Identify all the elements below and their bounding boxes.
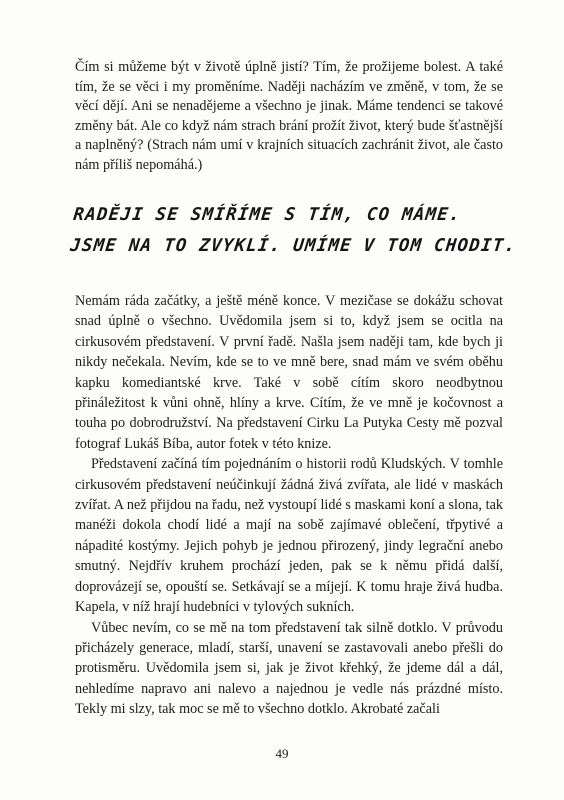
handwritten-quote bbox=[68, 200, 518, 262]
body-paragraph-3: Vůbec nevím, co se mě na tom představení tak silně dotklo. V průvodu přicházely generace, mladí, starší, unavení se zastavovali anebo přešli do protisměru. Uvědomila jsem si, jak je život křehký, že jdeme dál a dál, nehledíme napravo ani nalevo a najednou je vedle nás prázdné místo. Tekly mi slzy, tak moc se mě to všechno dotklo. Akrobaté začali bbox=[75, 619, 503, 718]
handwritten-quote-line-2: JSME NA TO ZVYKLÍ. UMÍME V TOM CHODIT. bbox=[69, 236, 518, 256]
page-number: 49 bbox=[275, 746, 289, 761]
handwritten-quote-line-1: RADĚJI SE SMÍŘÍME S TÍM, CO MÁME. bbox=[72, 205, 462, 225]
body-paragraph-2: Představení začíná tím pojednáním o historii rodů Kludských. V tomhle cirkusovém představení neúčinkují žádná živá zvířata, ale lidé v maskách zvířat. A než přijdou na řadu, než vystoupí lidé s maskami koní a slona, tak manéži dokola chodí lidé a mají na sobě zajímavé oblečení, třpytivé a nápadité kostýmy. Jejich pohyb je jednou přirozený, jindy legrační anebo smutný. Nejdřív kruhem prochází jeden, pak se k němu přidá další, doprovázejí se, opouští se. Setkávají se a míjejí. K tomu hraje živá hudba. Kapela, v níž hrají hudebníci v tylových sukních. bbox=[75, 456, 503, 616]
body-paragraph-1: Nemám ráda začátky, a ještě méně konce. V mezičase se dokážu schovat snad úplně o všechno. Uvědomila jsem si to, když jsem se ocitla na cirkusovém představení. V první řadě. Našla jsem naději tam, kde bych ji nikdy nečekala. Nevím, kde se to ve mně bere, snad mám ve svém oběhu kapku komediantské krve. Také v sobě cítím skoro neodbytnou přináležitost k vůni ohně, hlíny a krve. Cítím, že ve mně je kočovnost a touha po dobrodružství. Na představení Cirku La Putyka Cesty mě pozval fotograf Lukáš Bíba, autor fotek v této knize. bbox=[75, 293, 503, 452]
body-text bbox=[75, 291, 503, 720]
opening-paragraph: Čím si můžeme být v životě úplně jistí? Tím, že prožijeme bolest. A také tím, že se věci i my proměníme. Naději nacházím ve změně, v tom, že se věcí dějí. Ani se nenadějeme a všechno je jinak. Máme tendenci se takové změny bát. Ale co když nám strach brání prožít život, který bude šťastnější a naplněný? (Strach nám umí v krajních situacích zachránit život, ale často nám příliš nepomáhá.) bbox=[75, 59, 503, 173]
